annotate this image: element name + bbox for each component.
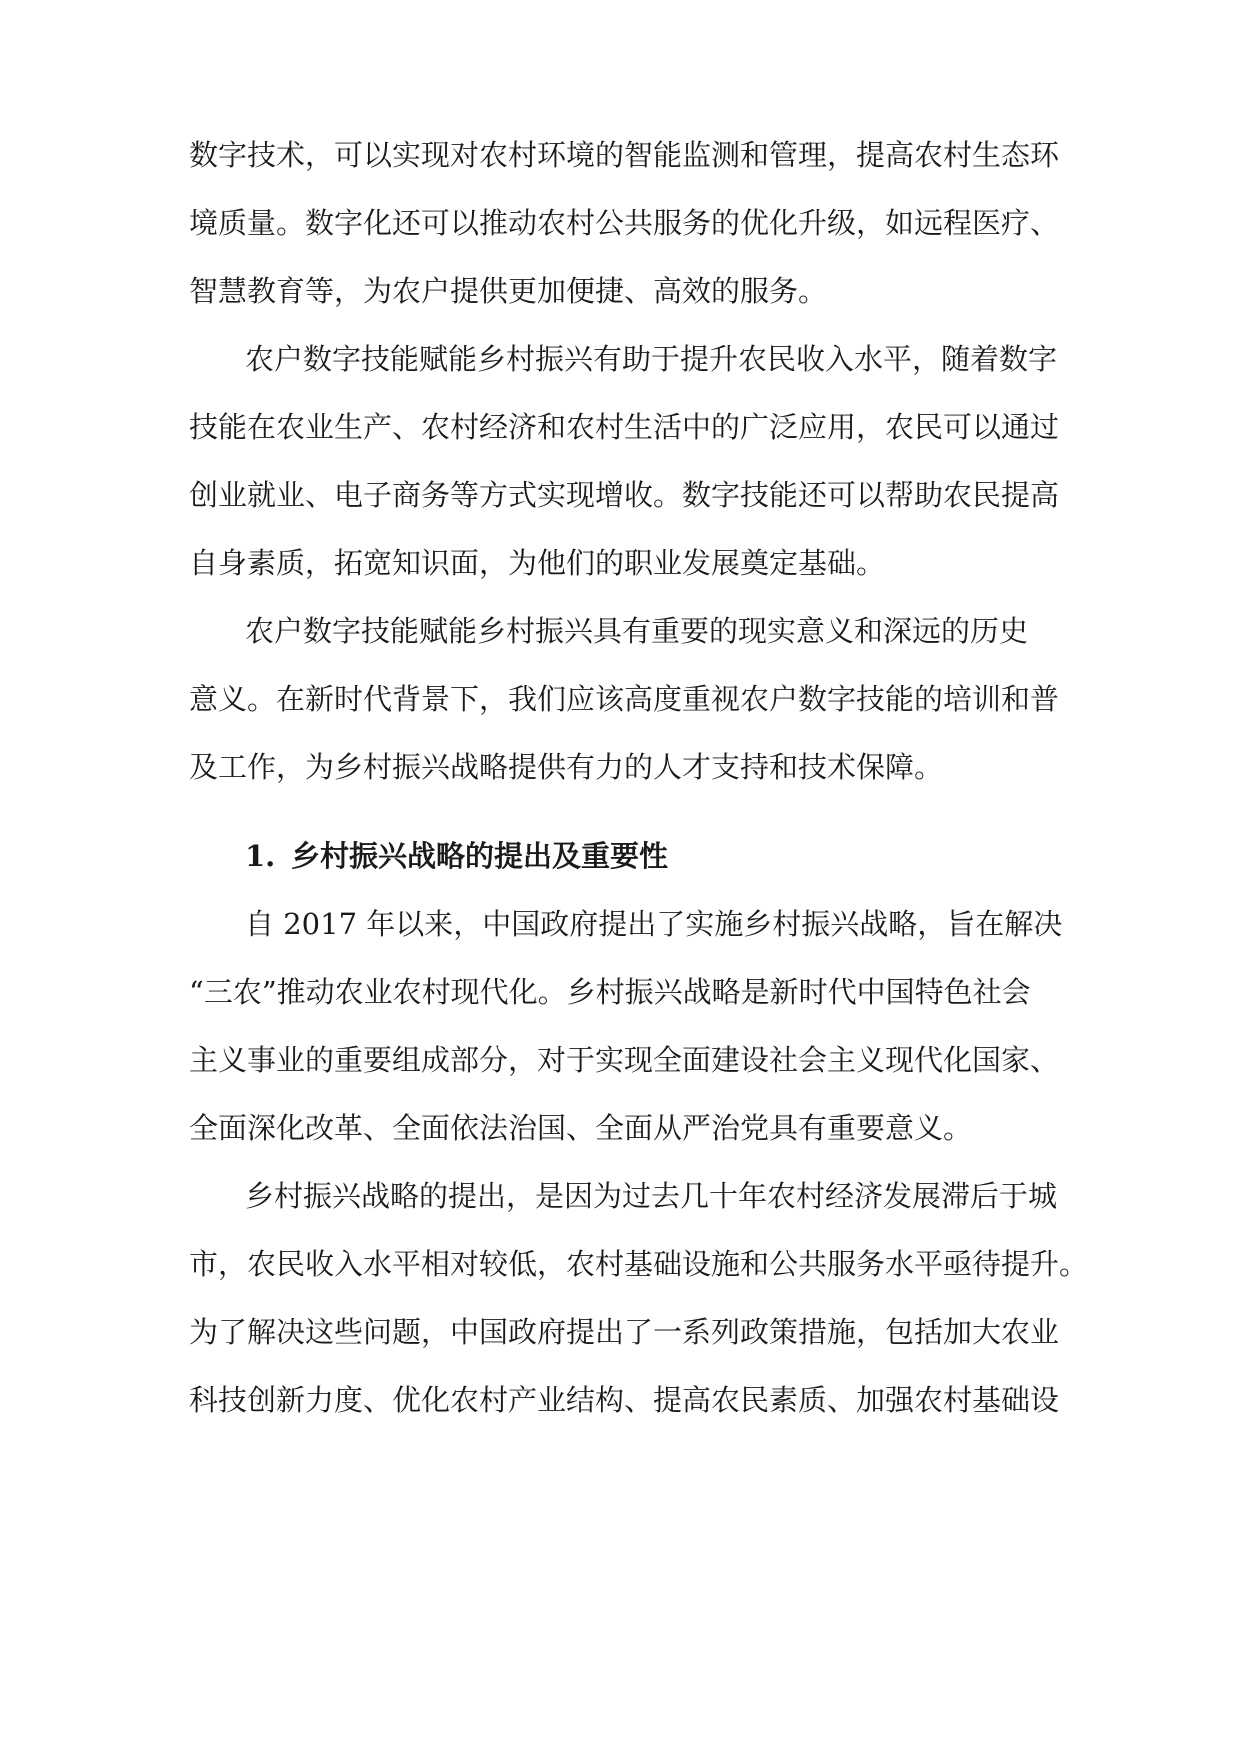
- paragraph-3-line-1: 农户数字技能赋能乡村振兴具有重要的现实意义和深远的历史: [245, 614, 1029, 648]
- paragraph-5-line-1: 乡村振兴战略的提出，是因为过去几十年农村经济发展滞后于城: [245, 1179, 1058, 1213]
- paragraph-1-line-2: 境质量。数字化还可以推动农村公共服务的优化升级，如远程医疗、: [189, 206, 1060, 240]
- paragraph-1-line-3: 智慧教育等，为农户提供更加便捷、高效的服务。: [189, 274, 828, 308]
- paragraph-4-line-2: “三农”推动农业农村现代化。乡村振兴战略是新时代中国特色社会: [189, 975, 1031, 1009]
- paragraph-4-line-3: 主义事业的重要组成部分，对于实现全面建设社会主义现代化国家、: [189, 1043, 1060, 1077]
- section-heading: [245, 838, 668, 874]
- paragraph-3-line-3: 及工作，为乡村振兴战略提供有力的人才支持和技术保障。: [189, 750, 944, 784]
- paragraph-5-line-4: 科技创新力度、优化农村产业结构、提高农民素质、加强农村基础设: [189, 1383, 1060, 1417]
- section-number: 1.: [245, 839, 276, 873]
- paragraph-2-line-2: 技能在农业生产、农村经济和农村生活中的广泛应用，农民可以通过: [189, 410, 1060, 444]
- paragraph-3-line-2: 意义。在新时代背景下，我们应该高度重视农户数字技能的培训和普: [189, 682, 1060, 716]
- paragraph-5-line-3: 为了解决这些问题，中国政府提出了一系列政策措施，包括加大农业: [189, 1315, 1060, 1349]
- section-title: 乡村振兴战略的提出及重要性: [291, 839, 669, 873]
- paragraph-1-line-1: 数字技术，可以实现对农村环境的智能监测和管理，提高农村生态环: [189, 138, 1060, 172]
- paragraph-2-line-3: 创业就业、电子商务等方式实现增收。数字技能还可以帮助农民提高: [189, 478, 1060, 512]
- paragraph-2-line-1: 农户数字技能赋能乡村振兴有助于提升农民收入水平，随着数字: [245, 342, 1058, 376]
- paragraph-2-line-4: 自身素质，拓宽知识面，为他们的职业发展奠定基础。: [189, 546, 886, 580]
- paragraph-4-line-1: 自 2017 年以来，中国政府提出了实施乡村振兴战略，旨在解决: [245, 907, 1063, 941]
- paragraph-5-line-2: 市，农民收入水平相对较低，农村基础设施和公共服务水平亟待提升。: [189, 1247, 1089, 1281]
- paragraph-4-line-4: 全面深化改革、全面依法治国、全面从严治党具有重要意义。: [189, 1111, 973, 1145]
